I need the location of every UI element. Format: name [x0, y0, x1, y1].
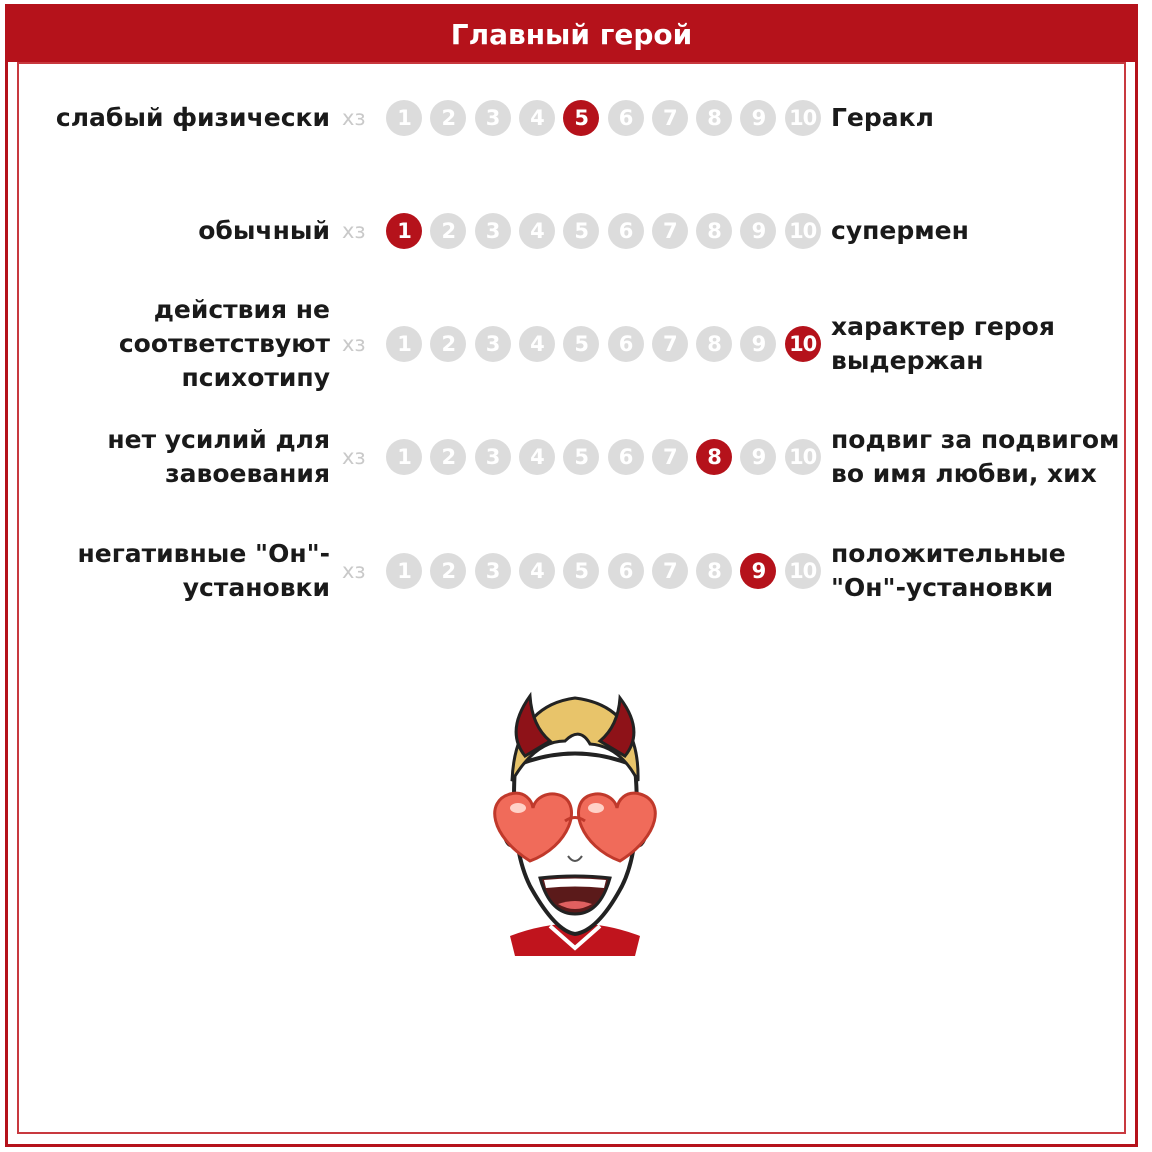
rating-dot[interactable]: 2: [430, 439, 466, 475]
rating-row: [0, 63, 1152, 173]
right-pole-line: подвиг за подвигом: [831, 425, 1120, 454]
rating-dot[interactable]: 7: [652, 553, 688, 589]
rating-dot-selected[interactable]: 9: [740, 553, 776, 589]
right-pole-label: [831, 423, 1120, 491]
rating-dot[interactable]: 9: [740, 213, 776, 249]
right-pole-line: супермен: [831, 216, 969, 245]
rating-dot[interactable]: 4: [519, 213, 555, 249]
rating-scale: [386, 100, 826, 136]
rating-dot[interactable]: 1: [386, 553, 422, 589]
unknown-option[interactable]: хз: [342, 219, 366, 243]
rating-dot[interactable]: 10: [785, 213, 821, 249]
rating-row: [0, 402, 1152, 512]
rating-dot[interactable]: 6: [608, 553, 644, 589]
rating-dot[interactable]: 2: [430, 213, 466, 249]
rating-dot[interactable]: 4: [519, 326, 555, 362]
rating-row: [0, 289, 1152, 399]
rating-dot[interactable]: 2: [430, 326, 466, 362]
rating-dot[interactable]: 5: [563, 213, 599, 249]
rating-dot[interactable]: 9: [740, 439, 776, 475]
rating-dot[interactable]: 4: [519, 553, 555, 589]
left-pole-line: слабый физически: [55, 103, 330, 132]
left-pole-label: [107, 423, 330, 491]
rating-dot-selected[interactable]: 8: [696, 439, 732, 475]
right-pole-line: "Он"-установки: [831, 573, 1054, 602]
right-pole-line: выдержан: [831, 346, 984, 375]
left-pole-label: [198, 214, 330, 248]
rating-dot[interactable]: 8: [696, 553, 732, 589]
left-pole-line: установки: [182, 573, 330, 602]
unknown-option[interactable]: хз: [342, 332, 366, 356]
rating-dot[interactable]: 3: [475, 553, 511, 589]
left-pole-line: действия не: [153, 295, 330, 324]
rating-dot[interactable]: 4: [519, 439, 555, 475]
title-bar: [8, 7, 1135, 62]
rating-dot[interactable]: 10: [785, 100, 821, 136]
rating-dot[interactable]: 2: [430, 100, 466, 136]
rating-dot-selected[interactable]: 10: [785, 326, 821, 362]
rating-scale: [386, 326, 826, 362]
rating-dot[interactable]: 5: [563, 326, 599, 362]
rating-scale: [386, 213, 826, 249]
rating-dot[interactable]: 10: [785, 553, 821, 589]
left-pole-line: нет усилий для: [107, 425, 330, 454]
rating-dot[interactable]: 8: [696, 213, 732, 249]
left-pole-label: [78, 537, 330, 605]
left-pole-label: [119, 293, 330, 395]
rating-dot[interactable]: 1: [386, 326, 422, 362]
rating-row: [0, 176, 1152, 286]
rating-dot[interactable]: 1: [386, 439, 422, 475]
right-pole-line: Геракл: [831, 103, 934, 132]
rating-dot[interactable]: 5: [563, 553, 599, 589]
rating-dot[interactable]: 6: [608, 213, 644, 249]
page-title: Главный герой: [450, 18, 693, 51]
left-pole-line: негативные "Он"-: [77, 539, 330, 568]
rating-dot[interactable]: 3: [475, 439, 511, 475]
rating-scale: [386, 553, 826, 589]
rating-dot[interactable]: 9: [740, 100, 776, 136]
rating-dot[interactable]: 6: [608, 326, 644, 362]
rating-dot[interactable]: 4: [519, 100, 555, 136]
rating-dot[interactable]: 7: [652, 213, 688, 249]
rating-row: [0, 516, 1152, 626]
rating-dot[interactable]: 10: [785, 439, 821, 475]
rating-scale: [386, 439, 826, 475]
rating-dot[interactable]: 3: [475, 326, 511, 362]
rating-dot[interactable]: 6: [608, 100, 644, 136]
rating-dot[interactable]: 3: [475, 100, 511, 136]
devil-avatar-heart-glasses-icon: [470, 686, 680, 956]
rating-dot[interactable]: 7: [652, 326, 688, 362]
rating-dot[interactable]: 5: [563, 439, 599, 475]
right-pole-label: [831, 214, 969, 248]
right-pole-line: во имя любви, хих: [831, 459, 1097, 488]
left-pole-line: соответствуют: [118, 329, 330, 358]
right-pole-label: [831, 537, 1066, 605]
left-pole-line: психотипу: [181, 363, 330, 392]
rating-dot[interactable]: 7: [652, 100, 688, 136]
left-pole-label: [56, 101, 330, 135]
rating-dot[interactable]: 8: [696, 100, 732, 136]
left-pole-line: обычный: [198, 216, 330, 245]
left-pole-line: завоевания: [165, 459, 330, 488]
rating-dot[interactable]: 2: [430, 553, 466, 589]
rating-dot[interactable]: 1: [386, 100, 422, 136]
rating-dot[interactable]: 3: [475, 213, 511, 249]
right-pole-line: характер героя: [831, 312, 1055, 341]
unknown-option[interactable]: хз: [342, 559, 366, 583]
rating-dot[interactable]: 8: [696, 326, 732, 362]
right-pole-label: [831, 310, 1055, 378]
unknown-option[interactable]: хз: [342, 445, 366, 469]
rating-dot-selected[interactable]: 1: [386, 213, 422, 249]
rating-dot[interactable]: 9: [740, 326, 776, 362]
rating-dot[interactable]: 7: [652, 439, 688, 475]
unknown-option[interactable]: хз: [342, 106, 366, 130]
right-pole-label: [831, 101, 934, 135]
right-pole-line: положительные: [831, 539, 1066, 568]
rating-dot[interactable]: 6: [608, 439, 644, 475]
rating-dot-selected[interactable]: 5: [563, 100, 599, 136]
